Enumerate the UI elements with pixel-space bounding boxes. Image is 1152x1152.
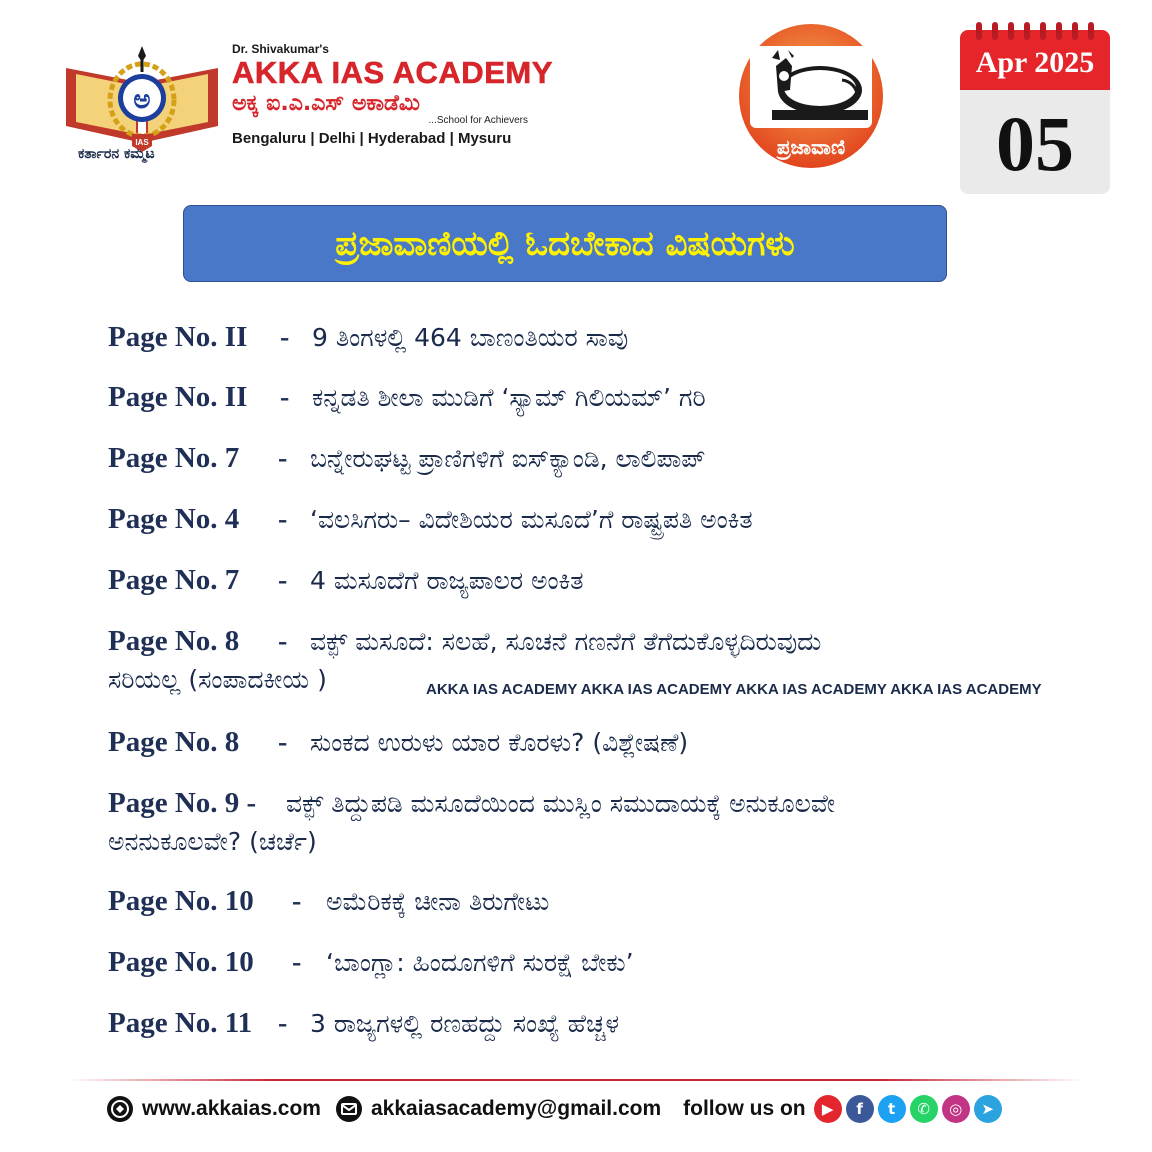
banner-title: ಪ್ರಜಾವಾಣಿಯಲ್ಲಿ ಓದಬೇಕಾದ ವಿಷಯಗಳು <box>335 223 795 264</box>
brand-tagline: ...School for Achievers <box>428 115 528 126</box>
page-number: Page No. 10 <box>108 885 254 917</box>
separator: - <box>278 565 288 596</box>
list-item <box>108 439 705 478</box>
article-title-continued: ಸರಿಯಲ್ಲ (ಸಂಪಾದಕೀಯ ) <box>108 665 327 694</box>
emblem-caption: ಕರ್ತಾರನ ಕಮ್ಮಟ <box>78 146 155 162</box>
prajavani-logo <box>732 20 890 172</box>
page-number: Page No. 7 <box>108 564 240 596</box>
list-item <box>108 318 628 357</box>
list-item <box>108 1004 619 1043</box>
date-calendar <box>960 30 1110 194</box>
brand-name: AKKA IAS ACADEMY <box>232 55 553 90</box>
calendar-month-year: Apr 2025 <box>975 46 1095 79</box>
separator: - <box>292 886 302 917</box>
list-item <box>108 943 634 982</box>
facebook-icon[interactable]: f <box>846 1095 874 1123</box>
article-title: ‘ವಲಸಿಗರು– ವಿದೇಶಿಯರ ಮಸೂದೆ’ಗೆ ರಾಷ್ಟ್ರಪತಿ ಅಂಕಿತ <box>310 505 753 534</box>
article-title: 4 ಮಸೂದೆಗೆ ರಾಜ್ಯಪಾಲರ ಅಂಕಿತ <box>310 566 584 595</box>
page-number: Page No. 8 <box>108 625 240 657</box>
article-title: ‘ಬಾಂಗ್ಲಾ: ಹಿಂದೂಗಳಿಗೆ ಸುರಕ್ಷೆ ಬೇಕು’ <box>326 948 634 977</box>
list-item <box>108 561 584 600</box>
list-item <box>108 378 706 417</box>
newspaper-name: ಪ್ರಜಾವಾಣಿ <box>776 135 846 159</box>
page-number: Page No. 9 - <box>108 787 257 819</box>
calendar-rings-icon <box>974 20 1096 44</box>
page-number: Page No. 7 <box>108 442 240 474</box>
calendar-day: 05 <box>996 100 1074 187</box>
article-title-continued: ಅನನುಕೂಲವೇ? (ಚರ್ಚೆ) <box>108 827 317 856</box>
academy-watermark: AKKA IAS ACADEMY AKKA IAS ACADEMY AKKA IAS ACADEMY AKKA IAS ACADEMY <box>426 681 1042 698</box>
separator: - <box>278 443 288 474</box>
svg-text:ಅ: ಅ <box>133 85 151 115</box>
twitter-icon[interactable]: t <box>878 1095 906 1123</box>
article-title: 9 ತಿಂಗಳಲ್ಲಿ 464 ಬಾಣಂತಿಯರ ಸಾವು <box>312 323 629 352</box>
website-link[interactable]: www.akkaias.com <box>142 1097 321 1120</box>
emblem-ias-text: IAS <box>135 138 149 147</box>
brand-owner: Dr. Shivakumar's <box>232 42 329 56</box>
email-link[interactable]: akkaiasacademy@gmail.com <box>370 1097 662 1120</box>
article-title: ವಕ್ಫ್ ಮಸೂದೆ: ಸಲಹೆ, ಸೂಚನೆ ಗಣನೆಗೆ ತೆಗೆದುಕೊಳ್ಳದಿರುವುದು <box>310 627 822 656</box>
page-number: Page No. II <box>108 381 248 413</box>
separator: - <box>280 322 290 353</box>
separator: - <box>278 1008 288 1039</box>
page-number: Page No. II <box>108 321 248 353</box>
list-item <box>108 784 835 861</box>
page-number: Page No. 4 <box>108 503 240 535</box>
footer <box>106 1092 1006 1126</box>
article-title: ಕನ್ನಡತಿ ಶೀಲಾ ಮುಡಿಗೆ ‘ಸ್ಯಾಮ್ ಗಿಲಿಯಮ್’ ಗರಿ <box>312 383 706 412</box>
youtube-icon[interactable]: ▶ <box>814 1095 842 1123</box>
title-banner <box>183 205 947 282</box>
page-number: Page No. 8 <box>108 726 240 758</box>
instagram-icon[interactable]: ◎ <box>942 1095 970 1123</box>
separator: - <box>280 382 290 413</box>
whatsapp-icon[interactable]: ✆ <box>910 1095 938 1123</box>
list-item <box>108 500 753 539</box>
brand-name-kannada: ಅಕ್ಕ ಐ.ಎ.ಎಸ್ ಅಕಾಡೆಮಿ <box>232 91 420 116</box>
separator: - <box>278 626 288 657</box>
footer-divider <box>68 1079 1084 1081</box>
article-title: ಸುಂಕದ ಉರುಳು ಯಾರ ಕೊರಳು? (ವಿಶ್ಲೇಷಣೆ) <box>310 728 689 757</box>
brand-cities: Bengaluru | Delhi | Hyderabad | Mysuru <box>232 130 512 147</box>
separator: - <box>278 727 288 758</box>
email-icon <box>335 1095 363 1123</box>
separator: - <box>292 947 302 978</box>
list-item <box>108 723 688 762</box>
website-icon <box>106 1095 134 1123</box>
page-number: Page No. 11 <box>108 1007 253 1039</box>
page-number: Page No. 10 <box>108 946 254 978</box>
article-title: 3 ರಾಜ್ಯಗಳಲ್ಲಿ ರಣಹದ್ದು ಸಂಖ್ಯೆ ಹೆಚ್ಚಳ <box>310 1009 620 1038</box>
separator: - <box>278 504 288 535</box>
brand-block <box>232 42 553 147</box>
telegram-icon[interactable]: ➤ <box>974 1095 1002 1123</box>
follow-label: follow us on <box>683 1097 806 1120</box>
article-title: ಬನ್ನೇರುಘಟ್ಟ ಪ್ರಾಣಿಗಳಿಗೆ ಐಸ್‌ಕ್ಯಾಂಡಿ, ಲಾಲಿಪಾಪ್ <box>310 444 706 473</box>
article-title: ಅಮೆರಿಕಕ್ಕೆ ಚೀನಾ ತಿರುಗೇಟು <box>326 887 550 916</box>
list-item <box>108 882 549 921</box>
article-title: ವಕ್ಫ್ ತಿದ್ದುಪಡಿ ಮಸೂದೆಯಿಂದ ಮುಸ್ಲಿಂ ಸಮುದಾಯಕ್ಕೆ ಅನುಕೂಲವೇ <box>286 789 836 818</box>
